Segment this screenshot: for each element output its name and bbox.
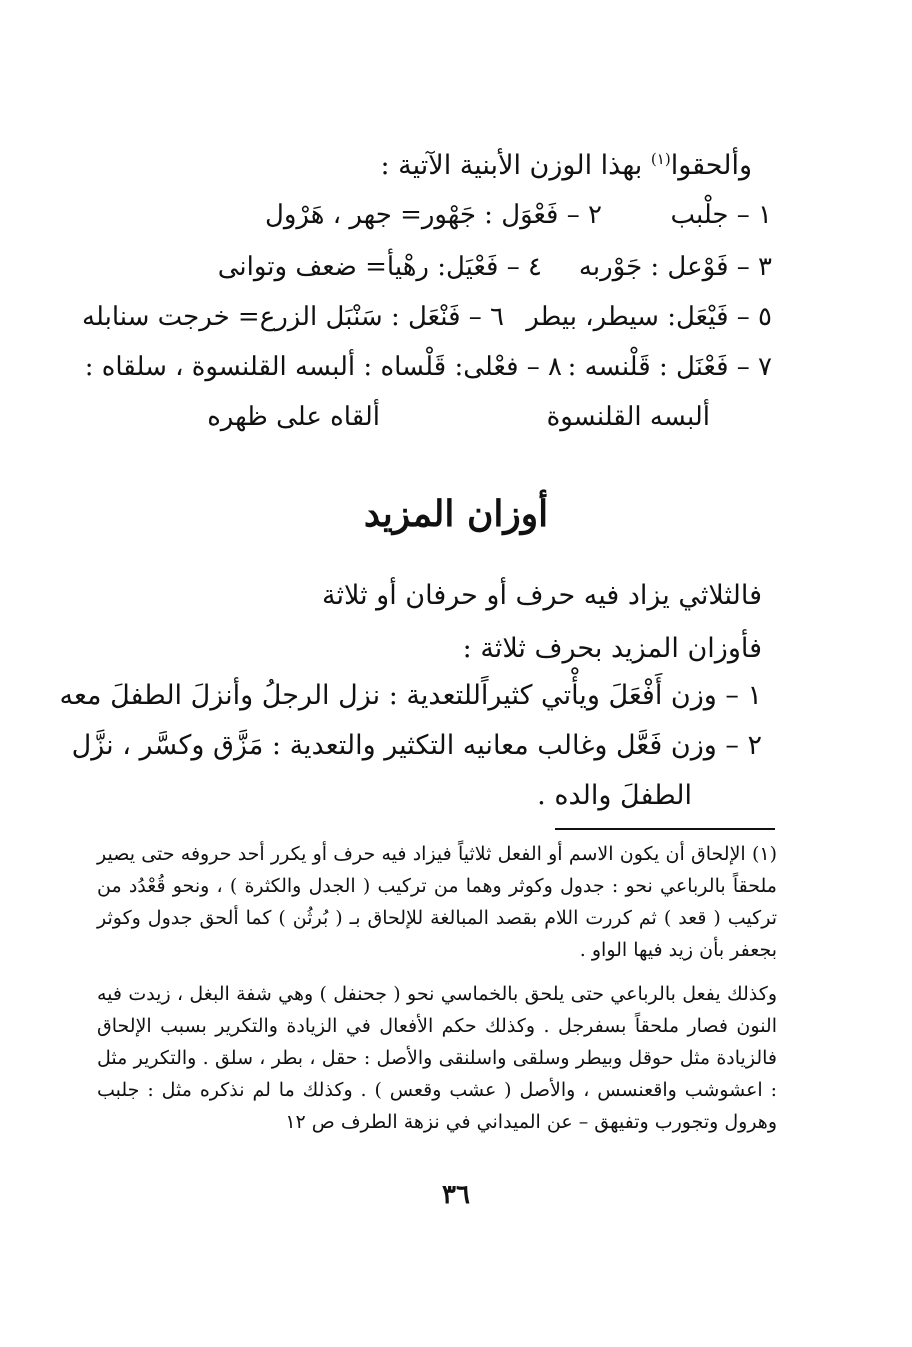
body-line: ١ – وزن أَفْعَلَ ويأْتي كثيراًللتعدية : نزل الرجلُ وأنزلَ الطفلَ معه <box>59 680 762 711</box>
weight-row <box>160 200 772 244</box>
footnote-divider <box>555 828 775 830</box>
intro-rest: بهذا الوزن الأبنية الآتية : <box>380 150 651 181</box>
weight-b: ٨ – فعْلى: قَلْساه : ألبسه القلنسوة ، سلقاه : <box>84 352 562 382</box>
body-line: ٢ – وزن فَعَّل وغالب معانيه التكثير والتعدية : مَزَّق وكسَّر ، نزَّل <box>71 730 762 761</box>
footnote-1-continued: وكذلك يفعل بالرباعي حتى يلحق بالخماسي نحو ( جحنفل ) وهي شفة البغل ، زيدت فيه النون فصار ملحقاً بسفرجل . وكذلك حكم الأفعال في الزيادة والتكرير بسبب الإلحاق فالزيادة مثل حوقل وبيطر وسلقى واسلنقى والأصل : حقل ، بطر ، سلق . والتكرير مثل : اعشوشب واقعنسس ، والأصل ( عشب وقعس ) . وكذلك ما لم نذكره مثل : جلبب وهرول وتجورب وتفيهق – عن الميداني في نزهة الطرف ص ١٢ <box>97 983 777 1133</box>
intro-text: وألحقوا <box>670 150 752 181</box>
weight-b: ٤ – فَعْيَل: رهْيأ= ضعف وتوانى <box>217 252 542 282</box>
footnote-ref: (١) <box>650 150 671 168</box>
weight-a: ١ – جلْبب <box>670 200 772 230</box>
intro-line <box>380 150 752 181</box>
footnote-1: (١) الإلحاق أن يكون الاسم أو الفعل ثلاثياً فيزاد فيه حرف أو يكرر أحد حروفه حتى يصير ملحقاً بالرباعي نحو : جدول وكوثر وهما من تركيب ( الجدل والكثرة ) ، ونحو قُعْدُد من تركيب ( قعد ) ثم كررت اللام بقصد المبالغة للإلحاق بـ ( بُرثُن ) كما ألحق جدول وكوثر بجعفر بأن زيد فيها الواو . <box>97 843 777 961</box>
body-line: الطفلَ والده . <box>537 780 692 811</box>
weight-b: ٢ – فَعْوَل : جَهْور= جهر ، هَرْول <box>264 200 602 230</box>
weight-b: ٦ – فَنْعَل : سَنْبَل الزرع= خرجت سنابله <box>82 302 504 332</box>
section-heading: أوزان المزيد <box>363 493 549 535</box>
page-number: ٣٦ <box>442 1180 470 1210</box>
weight-a: ٥ – فَيْعَل: سيطر، بيطر <box>526 302 772 332</box>
weight-row <box>160 252 772 296</box>
weight-row <box>84 352 772 396</box>
body-line: فالثلاثي يزاد فيه حرف أو حرفان أو ثلاثة <box>321 580 762 611</box>
weight-a: ٣ – فَوْعل : جَوْربه <box>578 252 772 282</box>
weight-b: ألقاه على ظهره <box>207 402 380 432</box>
body-line: فأوزان المزيد بحرف ثلاثة : <box>462 633 762 664</box>
weight-a: ٧ – فَعْنَل : قَلْنسه : <box>567 352 772 382</box>
weight-row <box>82 302 772 346</box>
weight-row <box>200 402 710 446</box>
weight-a: ألبسه القلنسوة <box>546 402 710 432</box>
